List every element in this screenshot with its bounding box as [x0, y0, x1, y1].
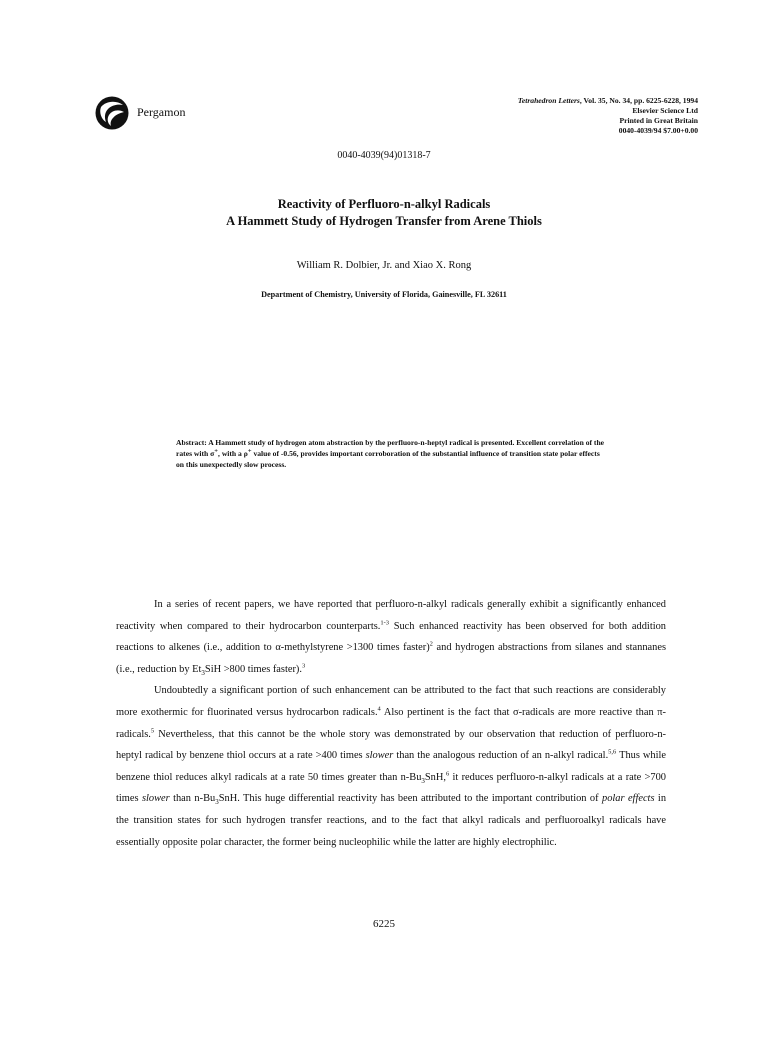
journal-citation [518, 96, 698, 136]
paragraph-1: In a series of recent papers, we have reported that perfluoro-n-alkyl radicals generally exhibit a significantly enhanced reactivity when compared to their hydrocarbon counterparts.$^{1-3}$ Such enhanced reactivity has been observed for both addition reactions to alkenes (i.e., addition to α-methylstyrene >1300 times faster)$^2$ and hydrogen abstractions from silanes and stannanes (i.e., reduction by $Et_3SiH >800$ times faster).$^3$ [116, 599, 667, 677]
publisher-name: Pergamon [137, 105, 186, 119]
journal-volume: , Vol. 35, No. 34, pp. 6225-6228, 1994 [579, 96, 698, 105]
printed-line: Printed in Great Britain [619, 116, 698, 125]
abstract-text-1: A Hammett study of hydrogen atom abstraction by the perfluoro-n-heptyl radical is presented. Excellent correlation of the rates with σ [176, 438, 605, 458]
reference: 3 [301, 662, 306, 670]
publisher-logo-icon [94, 95, 130, 131]
publisher-line: Elsevier Science Ltd [632, 106, 698, 115]
abstract-label: Abstract: [176, 438, 207, 447]
journal-name: Tetrahedron Letters [517, 96, 580, 105]
reference: 5 [150, 727, 155, 735]
reference: 4 [377, 705, 381, 713]
paragraph-2: Undoubtedly a significant portion of such enhancement can be attributed to the fact that such reactions are considerably more exothermic for fluorinated versus hydrocarbon radicals.$^4$ Also pertinent is the fact that σ-radicals are more reactive than π-radicals.$^5$ Nevertheless, that this cannot be the whole story was demonstrated by our observation that reduction of perfluoro-n-heptyl radical by benzene thiol occurs at a rate >400 times slower than the analogous reduction of an n-alkyl radical.$^{5,6}$ Thus while benzene thiol reduces alkyl radicals at a rate 50 times greater than $n-Bu_3SnH,^6$ it reduces perfluoro-n-alkyl radicals at a rate >700 times slower than $n-Bu_3SnH$. This huge differential reactivity has been attributed to the important contribution of polar effects in the transition states for such hydrogen transfer reactions, and to the fact that alkyl radicals and perfluoroalkyl radicals have essentially opposite polar character, the former being nucleophilic while the latter are highly electrophilic. [116, 685, 667, 848]
issn-line: 0040-4039/94 $7.00+0.00 [618, 126, 698, 135]
abstract [176, 438, 606, 470]
sigma-sup: + [214, 447, 219, 455]
rho-sup: + [247, 447, 252, 455]
reference: 5,6 [608, 748, 617, 756]
paper-title [0, 196, 768, 230]
authors: William R. Dolbier, Jr. and Xiao X. Rong [296, 260, 472, 271]
reference: 2 [429, 640, 433, 648]
abstract-text-2: , with a ρ [218, 448, 248, 458]
page-number: 6225 [373, 918, 395, 930]
title-line-1: Reactivity of Perfluoro-n-alkyl Radicals [277, 197, 491, 211]
doi: 0040-4039(94)01318-7 [337, 150, 431, 161]
reference: 6 [445, 770, 450, 778]
title-line-2: A Hammett Study of Hydrogen Transfer from Arene Thiols [226, 214, 542, 228]
abstract-text-3: value of -0.56, provides important corroboration of the substantial influence of transition state polar effects on this unexpectedly slow process. [176, 448, 600, 469]
reference: 1-3 [380, 619, 390, 627]
affiliation: Department of Chemistry, University of Florida, Gainesville, FL 32611 [261, 290, 507, 299]
body-text [116, 594, 666, 853]
